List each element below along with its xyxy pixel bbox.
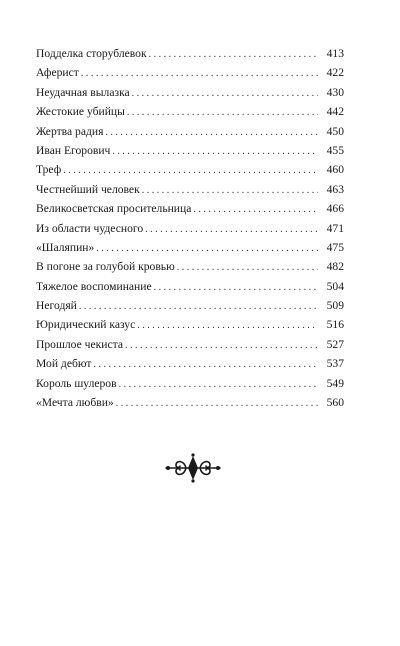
toc-entry-page: 442 bbox=[326, 105, 344, 119]
toc-leader-dots bbox=[193, 200, 318, 219]
toc-leader-dots bbox=[127, 103, 318, 122]
toc-entry-title: «Мечта любви» bbox=[36, 396, 114, 410]
toc-leader-dots bbox=[116, 394, 318, 413]
toc-entry bbox=[36, 354, 344, 373]
toc-entry-title: Аферист bbox=[36, 66, 79, 80]
toc-entry-page: 413 bbox=[326, 47, 344, 60]
toc-entry-title: Мой дебют bbox=[36, 357, 92, 371]
toc-leader-dots bbox=[79, 297, 318, 316]
toc-entry bbox=[36, 160, 344, 179]
toc-leader-dots bbox=[81, 64, 318, 83]
toc-leader-dots bbox=[112, 142, 318, 161]
toc-entry-page: 537 bbox=[326, 357, 344, 371]
toc-entry bbox=[36, 315, 344, 334]
toc-entry-page: 516 bbox=[326, 318, 344, 332]
toc-leader-dots bbox=[142, 181, 318, 200]
toc-entry-title: Иван Егорович bbox=[36, 143, 111, 157]
toc-leader-dots bbox=[177, 258, 318, 277]
toc-entry-title: Из области чудесного bbox=[36, 221, 144, 235]
toc-entry bbox=[36, 102, 344, 121]
toc-leader-dots bbox=[132, 84, 318, 103]
toc-entry-title: В погоне за голубой кровью bbox=[36, 260, 175, 274]
toc-entry-title: Подделка сторублевок bbox=[36, 47, 147, 60]
toc-entry bbox=[36, 335, 344, 354]
toc-entry-page: 509 bbox=[326, 299, 344, 313]
toc-entry-page: 549 bbox=[326, 376, 344, 390]
toc-entry-title: Король шулеров bbox=[36, 376, 117, 390]
toc-leader-dots bbox=[125, 336, 318, 355]
toc-leader-dots bbox=[93, 355, 318, 374]
toc-entry bbox=[36, 122, 344, 141]
toc-entry-title: Жестокие убийцы bbox=[36, 105, 125, 119]
toc-leader-dots bbox=[63, 161, 318, 180]
toc-entry bbox=[36, 63, 344, 82]
toc-entry-page: 504 bbox=[326, 279, 344, 293]
toc-entry-page: 482 bbox=[326, 260, 344, 274]
toc-leader-dots bbox=[119, 375, 318, 394]
toc-entry bbox=[36, 199, 344, 218]
toc-entry-title: Треф bbox=[36, 163, 62, 177]
toc-entry bbox=[36, 238, 344, 257]
toc-entry-title: Честнейший человек bbox=[36, 182, 140, 196]
toc-leader-dots bbox=[149, 45, 318, 64]
toc-entry-page: 463 bbox=[326, 182, 344, 196]
toc-leader-dots bbox=[145, 220, 318, 239]
toc-entry-page: 560 bbox=[326, 396, 344, 410]
toc-entry-page: 466 bbox=[326, 202, 344, 216]
toc-entry bbox=[36, 44, 344, 63]
toc-entry-page: 430 bbox=[326, 85, 344, 99]
toc-entry-title: Прошлое чекиста bbox=[36, 337, 123, 351]
toc-entry bbox=[36, 393, 344, 412]
table-of-contents bbox=[36, 44, 344, 412]
toc-leader-dots bbox=[154, 278, 318, 297]
toc-entry bbox=[36, 296, 344, 315]
toc-entry-page: 527 bbox=[326, 337, 344, 351]
toc-entry-title: Неудачная вылазка bbox=[36, 85, 130, 99]
toc-entry-title: Великосветская просительница bbox=[36, 202, 192, 216]
decorative-scroll-ornament-icon bbox=[162, 452, 224, 484]
toc-entry-page: 450 bbox=[326, 124, 344, 138]
toc-leader-dots bbox=[96, 239, 318, 258]
toc-entry-page: 460 bbox=[326, 163, 344, 177]
toc-entry bbox=[36, 374, 344, 393]
toc-entry-page: 475 bbox=[326, 240, 344, 254]
toc-entry-page: 422 bbox=[326, 66, 344, 80]
toc-entry bbox=[36, 180, 344, 199]
toc-leader-dots bbox=[137, 316, 318, 335]
toc-entry bbox=[36, 257, 344, 276]
toc-entry-title: «Шаляпин» bbox=[36, 240, 95, 254]
toc-entry bbox=[36, 277, 344, 296]
toc-entry-title: Юридический казус bbox=[36, 318, 136, 332]
toc-entry bbox=[36, 83, 344, 102]
toc-entry-title: Негодяй bbox=[36, 299, 77, 313]
toc-entry bbox=[36, 141, 344, 160]
toc-entry-page: 455 bbox=[326, 143, 344, 157]
toc-entry-title: Жертва радия bbox=[36, 124, 104, 138]
toc-entry-page: 471 bbox=[326, 221, 344, 235]
toc-leader-dots bbox=[105, 123, 318, 142]
toc-entry-title: Тяжелое воспоминание bbox=[36, 279, 152, 293]
toc-entry bbox=[36, 219, 344, 238]
